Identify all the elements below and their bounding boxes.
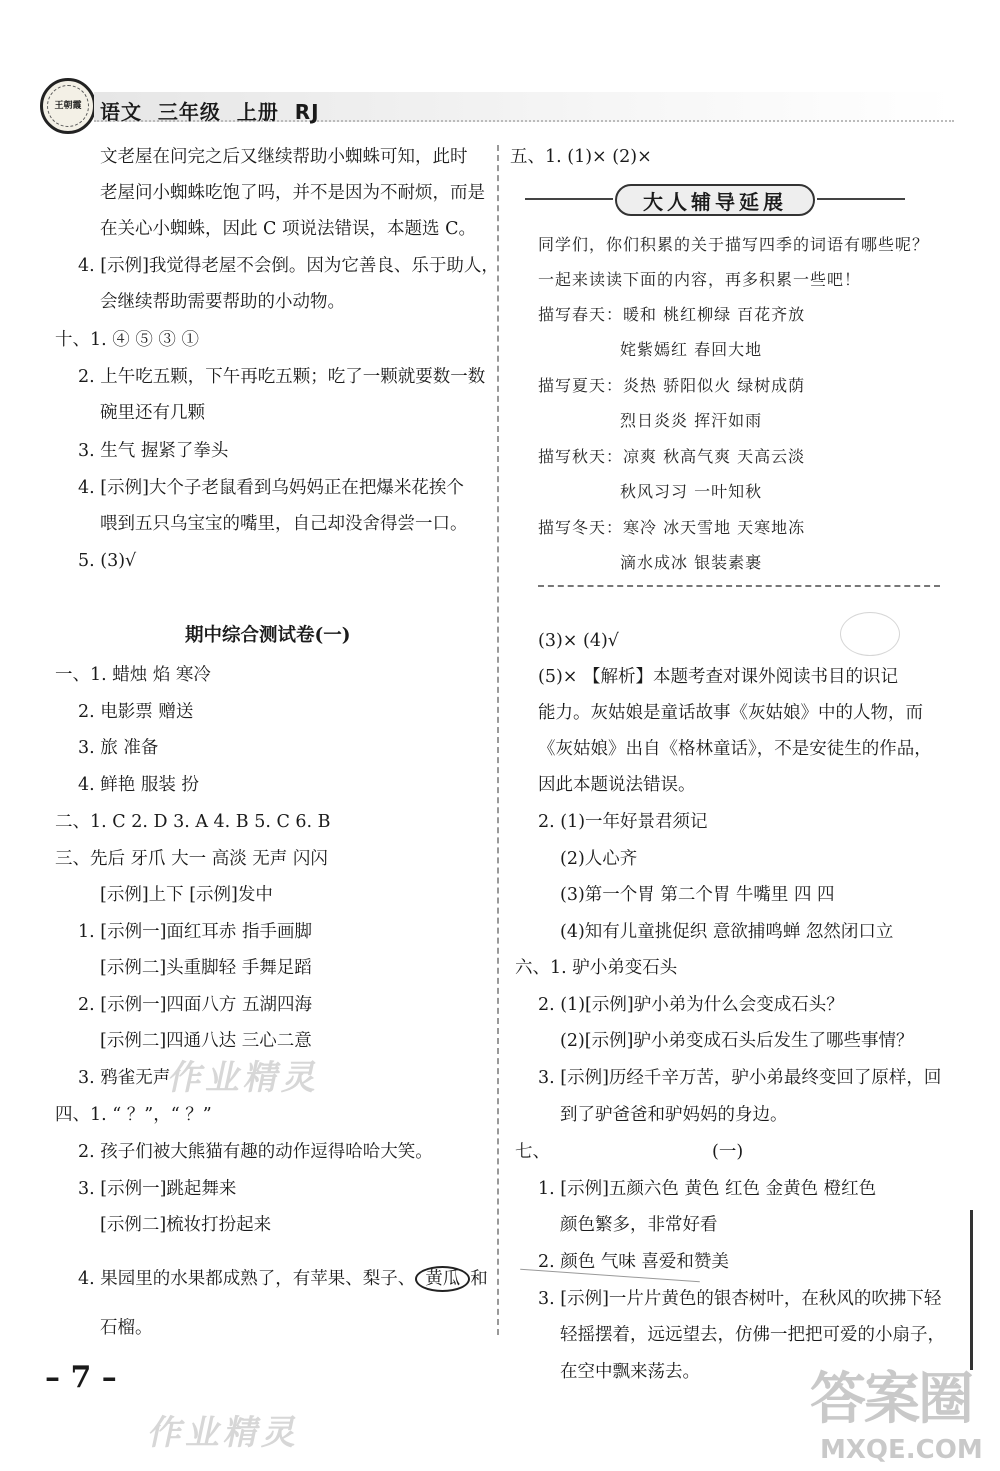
- extension-line: 描写冬天：寒冷 冰天雪地 天寒地冻: [538, 518, 806, 537]
- section-title: 期中综合测试卷(一): [185, 625, 351, 646]
- page-edge-shadow: [970, 1210, 973, 1370]
- answer-line: [示例二]四通八达 三心二意: [100, 1031, 312, 1051]
- answer-line: (5)× 【解析】本题考查对课外阅读书目的识记: [538, 667, 899, 687]
- answer-line: 3. 鸦雀无声: [78, 1068, 171, 1088]
- answer-line: 在空中飘来荡去。: [560, 1362, 700, 1382]
- answer-line: [示例]上下 [示例]发中: [100, 885, 273, 905]
- stamp-mark: [840, 612, 900, 656]
- answer-line: 4. [示例]我觉得老屋不会倒。因为它善良、乐于助人，: [78, 256, 499, 276]
- answer-line: 2. (1)一年好景君须记: [538, 812, 708, 832]
- answer-line: 5. (3)√: [78, 551, 137, 571]
- column-divider: [497, 145, 499, 1335]
- answer-line: 在关心小蜘蛛，因此 C 项说法错误，本题选 C。: [100, 219, 476, 239]
- publisher-logo: [40, 78, 96, 134]
- site-logo: [810, 1355, 990, 1465]
- answer-line: [示例二]梳妆打扮起来: [100, 1215, 272, 1235]
- watermark: 作业精灵: [145, 1413, 306, 1453]
- subsection-label: (一): [712, 1142, 744, 1162]
- answer-line: 一、1. 蜡烛 焰 寒冷: [55, 665, 211, 685]
- answer-line: 三、先后 牙爪 大一 高淡 无声 闪闪: [55, 849, 328, 869]
- answer-line: 七、: [515, 1142, 550, 1162]
- site-logo-title: 答案圈: [810, 1367, 972, 1432]
- circled-answer: 黄瓜: [415, 1266, 470, 1292]
- page-number: – 7 –: [45, 1360, 117, 1395]
- answer-text: 4. 果园里的水果都成熟了，有苹果、梨子、: [78, 1269, 416, 1289]
- answer-line: [78, 1266, 488, 1292]
- answer-line: 十、1. ④ ⑤ ③ ①: [55, 330, 199, 350]
- answer-line: 文老屋在问完之后又继续帮助小蜘蛛可知，此时: [100, 147, 468, 167]
- answer-line: 2. 颜色 气味 喜爱和赞美: [538, 1252, 729, 1272]
- answer-line: 石榴。: [100, 1318, 153, 1338]
- answer-line: 3. [示例一]跳起舞来: [78, 1179, 237, 1199]
- answer-line: (3)第一个胃 第二个胃 牛嘴里 四 四: [560, 885, 835, 905]
- answer-line: 喂到五只乌宝宝的嘴里，自己却没舍得尝一口。: [100, 514, 468, 534]
- answer-line: 4. [示例]大个子老鼠看到乌妈妈正在把爆米花挨个: [78, 478, 464, 498]
- answer-line: 五、1. (1)× (2)×: [510, 147, 652, 167]
- extension-line: 秋风习习 一叶知秋: [620, 482, 763, 501]
- answer-line: 四、1. “ ？”，“ ？”: [55, 1105, 212, 1125]
- answer-line: 4. 鲜艳 服装 扮: [78, 775, 199, 795]
- answer-line: (3)× (4)√: [538, 631, 619, 651]
- section-separator: [538, 585, 940, 587]
- extension-line: 描写夏天：炎热 骄阳似火 绿树成荫: [538, 376, 806, 395]
- extension-line: 描写春天：暖和 桃红柳绿 百花齐放: [538, 305, 806, 324]
- extension-line: 姹紫嫣红 春回大地: [620, 340, 763, 359]
- answer-line: 能力。灰姑娘是童话故事《灰姑娘》中的人物，而: [538, 703, 923, 723]
- answer-text: 和: [470, 1269, 488, 1289]
- answer-line: 轻摇摆着，远远望去，仿佛一把把可爱的小扇子，: [560, 1325, 945, 1345]
- answer-line: 2. (1)[示例]驴小弟为什么会变成石头？: [538, 995, 844, 1015]
- answer-line: 2. [示例一]四面八方 五湖四海: [78, 995, 312, 1015]
- answer-line: 六、1. 驴小弟变石头: [515, 958, 678, 978]
- answer-line: 1. [示例一]面红耳赤 指手画脚: [78, 922, 312, 942]
- extension-line: 描写秋天：凉爽 秋高气爽 天高云淡: [538, 447, 806, 466]
- site-logo-url: MXQE.COM: [820, 1435, 983, 1465]
- extension-line: 滴水成冰 银装素裹: [620, 553, 763, 572]
- answer-line: 到了驴爸爸和驴妈妈的身边。: [560, 1105, 788, 1125]
- answer-line: [示例二]头重脚轻 手舞足蹈: [100, 958, 312, 978]
- answer-line: 3. [示例]历经千辛万苦，驴小弟最终变回了原样，回: [538, 1068, 942, 1088]
- answer-line: 《灰姑娘》出自《格林童话》，不是安徒生的作品，: [538, 739, 932, 759]
- logo-text: 王朝霞: [47, 85, 89, 127]
- extension-line: 同学们，你们积累的关于描写四季的词语有哪些呢？: [538, 235, 930, 254]
- answer-line: 3. 旅 准备: [78, 738, 159, 758]
- extension-line: 烈日炎炎 挥汗如雨: [620, 411, 763, 430]
- answer-line: 碗里还有几颗: [100, 403, 205, 423]
- answer-line: 会继续帮助需要帮助的小动物。: [100, 292, 345, 312]
- title-rule-right: [817, 198, 905, 200]
- answer-line: (4)知有儿童挑促织 意欲捕鸣蝉 忽然闭口立: [560, 922, 894, 942]
- answer-line: 1. [示例]五颜六色 黄色 红色 金黄色 橙红色: [538, 1179, 877, 1199]
- answer-line: 二、1. C 2. D 3. A 4. B 5. C 6. B: [55, 812, 331, 832]
- answer-line: 3. 生气 握紧了拳头: [78, 441, 229, 461]
- extension-title-text: 大人辅导延展: [615, 184, 815, 216]
- answer-line: 2. 电影票 赠送: [78, 702, 194, 722]
- answer-line: 3. [示例]一片片黄色的银杏树叶，在秋风的吹拂下轻: [538, 1289, 942, 1309]
- answer-line: 2. 孩子们被大熊猫有趣的动作逗得哈哈大笑。: [78, 1142, 433, 1162]
- extension-line: 一起来读读下面的内容，再多积累一些吧！: [538, 270, 862, 289]
- answer-line: 因此本题说法错误。: [538, 775, 696, 795]
- answer-line: (2)人心齐: [560, 849, 638, 869]
- extension-title: [595, 180, 835, 220]
- answer-line: 颜色繁多，非常好看: [560, 1215, 718, 1235]
- header-banner-text: 语文 三年级 上册 RJ: [100, 100, 320, 124]
- watermark: 作业精灵: [165, 1058, 326, 1098]
- answer-line: (2)[示例]驴小弟变成石头后发生了哪些事情？: [560, 1031, 914, 1051]
- answer-line: 2. 上午吃五颗，下午再吃五颗；吃了一颗就要数一数: [78, 367, 486, 387]
- title-rule-left: [525, 198, 613, 200]
- answer-line: 老屋问小蜘蛛吃饱了吗，并不是因为不耐烦，而是: [100, 183, 485, 203]
- page-header: [40, 78, 960, 134]
